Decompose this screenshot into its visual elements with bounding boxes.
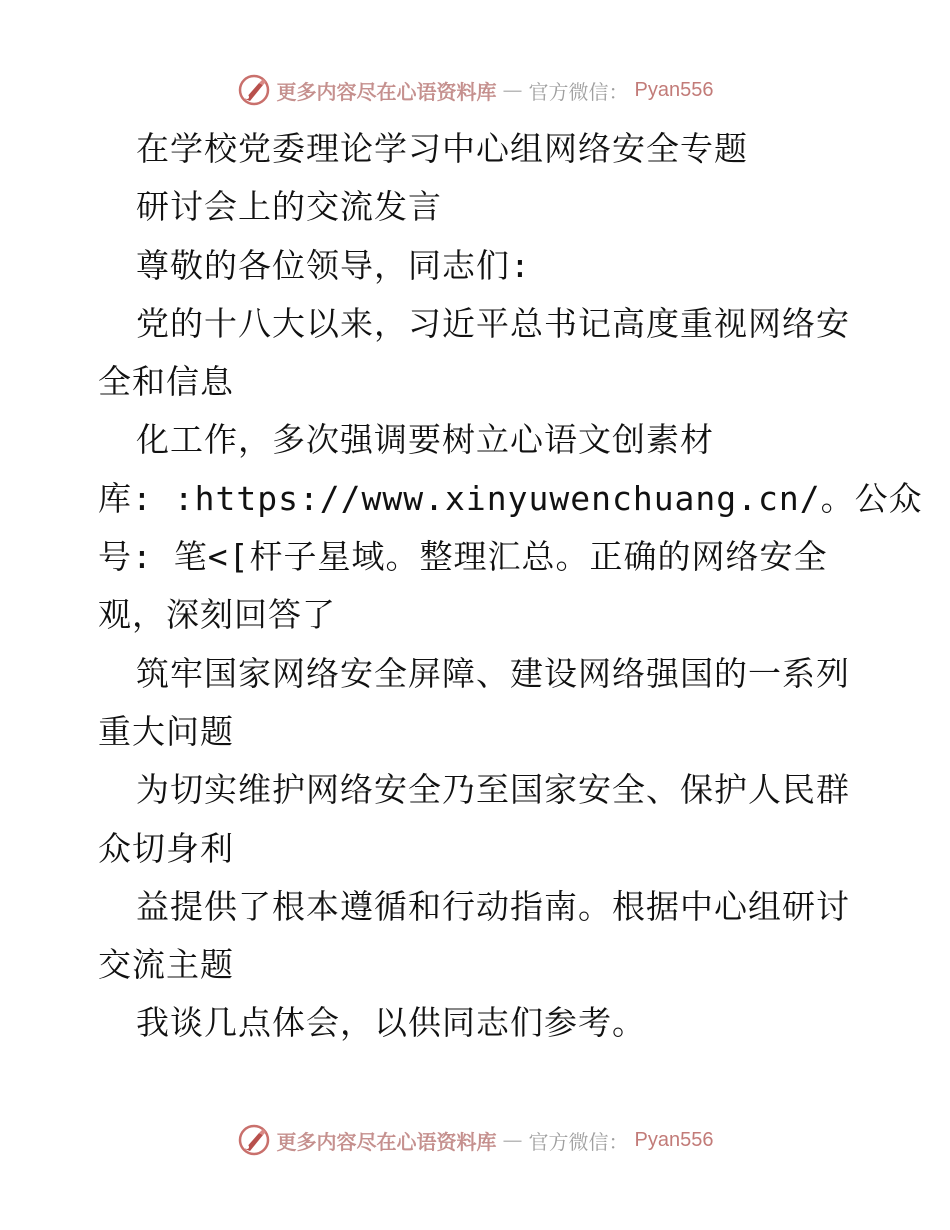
text-line: 库: :https://www.xinyuwenchuang.cn/。公众 [98, 478, 923, 518]
text-line: 号: 笔<[杆子星域。整理汇总。正确的网络安全 [98, 537, 828, 577]
text-line: 为切实维护网络安全乃至国家安全、保护人民群 [136, 770, 850, 810]
footer-watermark [0, 1120, 950, 1160]
text-line: 重大问题 [98, 711, 234, 751]
text-line: 筑牢国家网络安全屏障、建设网络强国的一系列 [136, 653, 850, 693]
watermark-wechat-id: Pyan556 [634, 1128, 714, 1151]
watermark-wechat-label: 官方微信： [528, 1129, 629, 1154]
text-line: 在学校党委理论学习中心组网络安全专题 [136, 129, 748, 168]
pen-in-circle-icon [237, 1123, 271, 1157]
text-line: 化工作，多次强调要树立心语文创素材 [136, 420, 714, 460]
document-body [98, 120, 923, 1053]
watermark-separator: — [502, 1128, 523, 1152]
watermark-brand: 更多内容尽在心语资料库 [276, 1129, 497, 1154]
text-line: 全和信息 [98, 362, 234, 402]
text-line: 众切身利 [98, 828, 234, 868]
text-line: 益提供了根本遵循和行动指南。根据中心组研讨 [136, 886, 850, 926]
text-line: 研讨会上的交流发言 [136, 187, 442, 227]
text-line: 观，深刻回答了 [98, 595, 336, 635]
header-watermark [0, 70, 950, 110]
watermark-brand: 更多内容尽在心语资料库 [276, 79, 497, 104]
pen-in-circle-icon [237, 73, 271, 107]
watermark-separator: — [502, 78, 523, 102]
text-line: 交流主题 [98, 945, 234, 985]
text-line: 尊敬的各位领导，同志们: [136, 245, 531, 285]
watermark-wechat-id: Pyan556 [634, 78, 714, 101]
text-line: 我谈几点体会，以供同志们参考。 [136, 1003, 646, 1043]
text-line: 党的十八大以来，习近平总书记高度重视网络安 [136, 303, 850, 343]
watermark-wechat-label: 官方微信： [528, 79, 629, 104]
